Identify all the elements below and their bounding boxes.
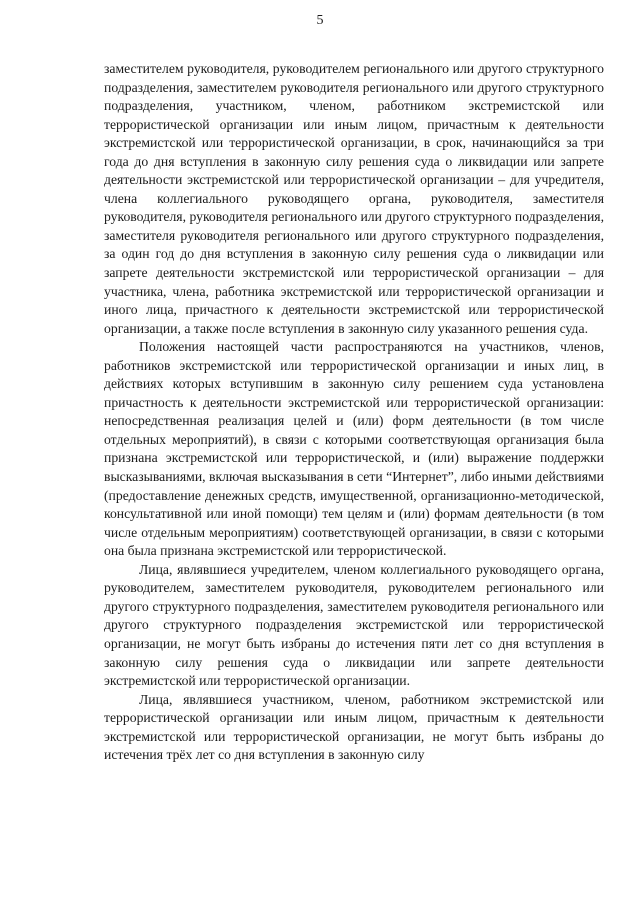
paragraph-five-year-restriction: Лица, являвшиеся учредителем, членом коллегиального руководящего органа, руководителем, заместителем руководителя, руководителем регионального или другого структурного подразделения, заместителем руководителя регионального или другого структурного подразделения экстремистской или террористической организации, не могут быть избраны до истечения пяти лет со дня вступления в законную силу решения суда о ликвидации или запрете деятельности экстремистской или террористической организации. [104, 561, 604, 689]
paragraph-continuation: заместителем руководителя, руководителем регионального или другого структурного подразделения, заместителем руководителя регионального или другого структурного подразделения, участником, членом, работником экстремистской или террористической организации или иным лицом, причастным к деятельности экстремистской или террористической организации, в срок, начинающийся за три года до дня вступления в законную силу решения суда о ликвидации или запрете деятельности экстремистской или террористической организации – для учредителя, члена коллегиального руководящего органа, руководителя, заместителя руководителя, руководителя регионального или другого структурного подразделения, заместителя руководителя регионального или другого структурного подразделения, за один год до дня вступления в законную силу решения суда о ликвидации или запрете деятельности экстремистской или террористической организации – для участника, члена, работника экстремистской или террористической организации и иного лица, причастного к деятельности экстремистской или террористической организации, а также после вступления в законную силу указанного решения суда. [104, 61, 605, 336]
paragraph-scope-provisions: Положения настоящей части распространяются на участников, членов, работников экстремистской или террористической организации и иных лиц, в действиях которых вступившим в законную силу решением суда установлена причастность к деятельности экстремистской или террористической организации: непосредственная реализация целей и (или) форм деятельности (в том числе отдельных мероприятий), в связи с которыми соответствующая организация была признана экстремистской или террористической, и (или) выражение поддержки высказываниями, включая высказывания в сети “Интернет”, либо иными действиями (предоставление денежных средств, имущественной, организационно-методической, консультативной или иной помощи) тем целям и (или) формам деятельности (в том числе отдельным мероприятиям) соответствующей организации, в связи с которыми она была признана экстремистской или террористической. [104, 339, 604, 559]
body-text [104, 60, 604, 765]
page-number: 5 [316, 13, 324, 28]
paragraph-three-year-restriction: Лица, являвшиеся участником, членом, работником экстремистской или террористической организации или иным лицом, причастным к деятельности экстремистской или террористической организации, не могут быть избраны до истечения трёх лет со дня вступления в законную силу [104, 691, 604, 763]
